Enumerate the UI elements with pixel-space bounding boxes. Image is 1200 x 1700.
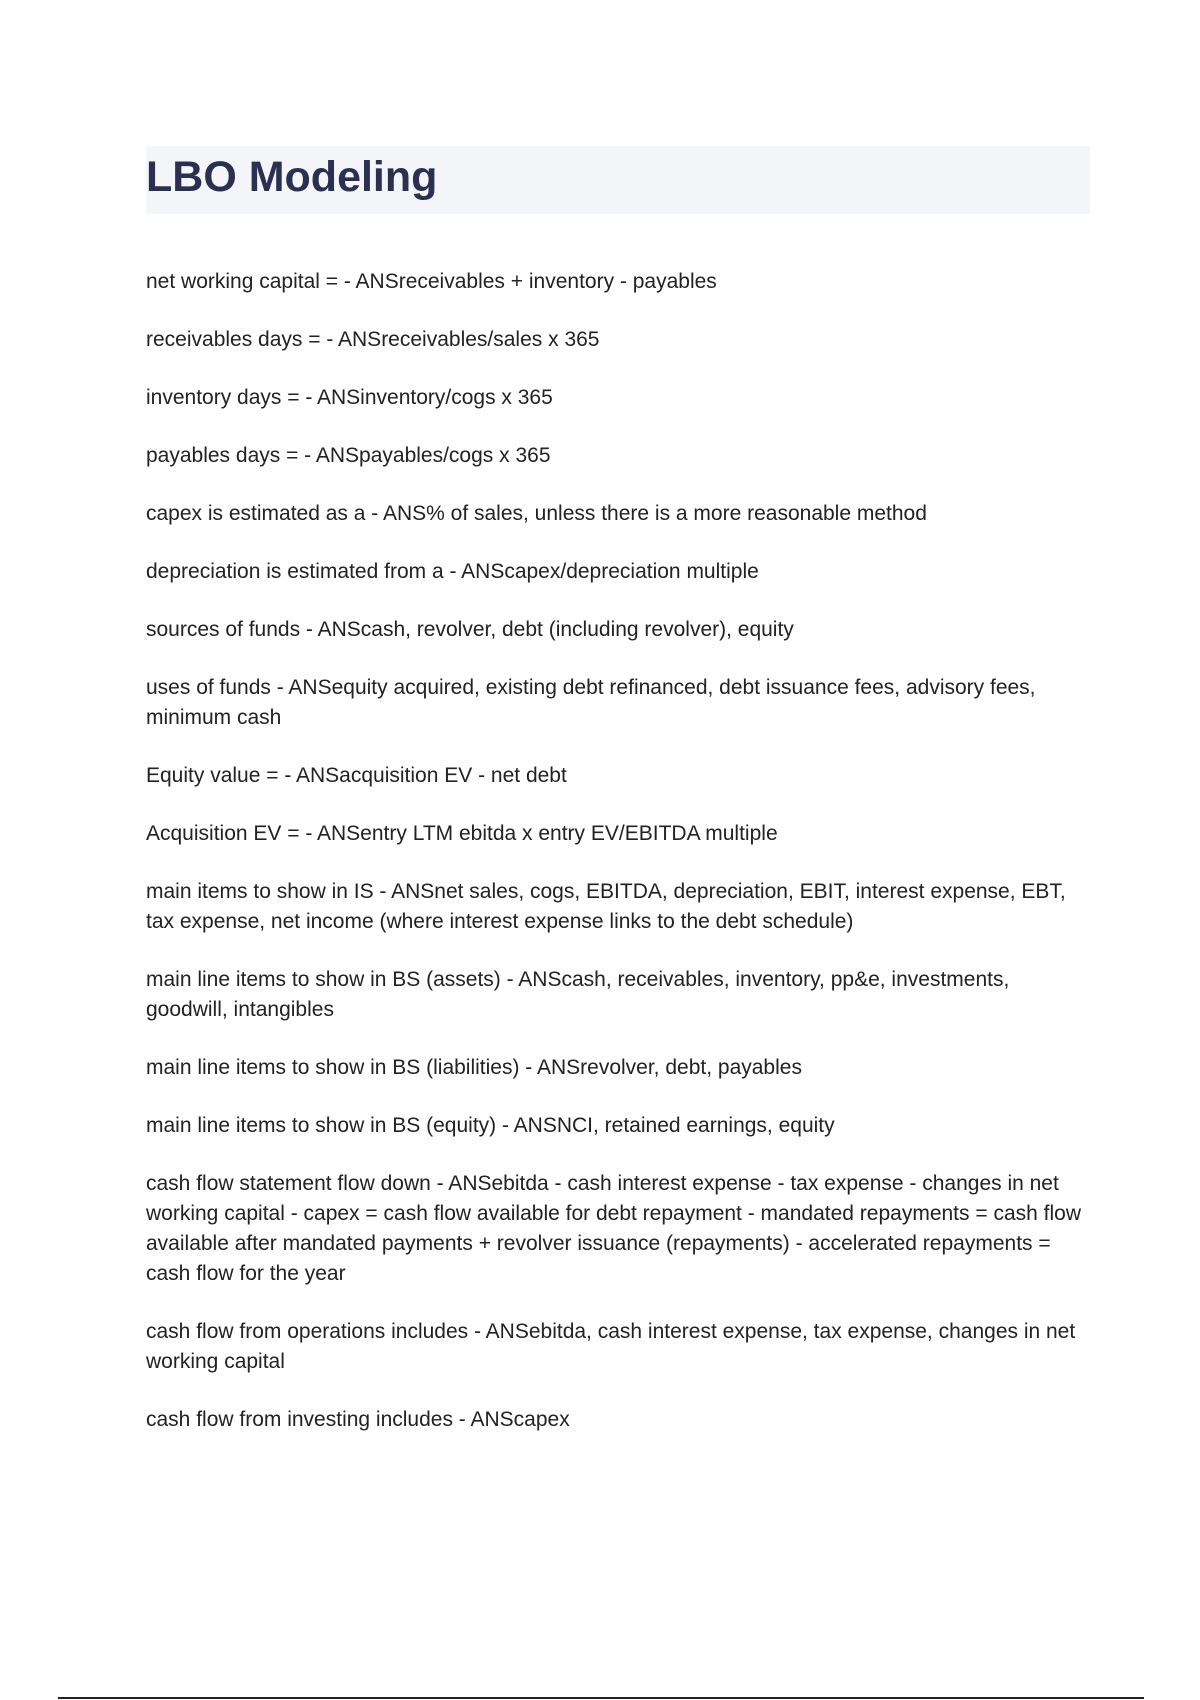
title-band <box>146 146 1090 214</box>
qa-item-payables-days: payables days = - ANSpayables/cogs x 365 <box>146 444 551 467</box>
qa-item-equity-value: Equity value = - ANSacquisition EV - net debt <box>146 764 567 787</box>
footer-rule <box>58 1697 1144 1699</box>
qa-item-acquisition-ev: Acquisition EV = - ANSentry LTM ebitda x entry EV/EBITDA multiple <box>146 822 778 845</box>
qa-item-net-working-capital: net working capital = - ANSreceivables + inventory - payables <box>146 270 717 293</box>
qa-item-sources-of-funds: sources of funds - ANScash, revolver, debt (including revolver), equity <box>146 618 794 641</box>
page-title: LBO Modeling <box>146 153 438 201</box>
qa-item-cash-flow-operations: cash flow from operations includes - ANSebitda, cash interest expense, tax expense, changes in net working capital <box>146 1320 1076 1373</box>
qa-item-cash-flow-statement: cash flow statement flow down - ANSebitda - cash interest expense - tax expense - changes in net working capital - capex = cash flow available for debt repayment - mandated repayments = cash flow available after mandated payments + revolver issuance (repayments) - accelerated repayments = cash flow for the year <box>146 1172 1081 1285</box>
qa-item-inventory-days: inventory days = - ANSinventory/cogs x 365 <box>146 386 553 409</box>
qa-item-is-main-items: main items to show in IS - ANSnet sales, cogs, EBITDA, depreciation, EBIT, interest expense, EBT, tax expense, net income (where interest expense links to the debt schedule) <box>146 880 1066 933</box>
qa-list <box>146 267 1096 1463</box>
qa-item-cash-flow-investing: cash flow from investing includes - ANScapex <box>146 1408 570 1431</box>
qa-item-capex-estimate: capex is estimated as a - ANS% of sales, unless there is a more reasonable method <box>146 502 927 525</box>
qa-item-bs-equity: main line items to show in BS (equity) - ANSNCI, retained earnings, equity <box>146 1114 835 1137</box>
qa-item-depreciation-estimate: depreciation is estimated from a - ANScapex/depreciation multiple <box>146 560 759 583</box>
qa-item-bs-assets: main line items to show in BS (assets) - ANScash, receivables, inventory, pp&e, investments, goodwill, intangibles <box>146 968 1010 1021</box>
qa-item-receivables-days: receivables days = - ANSreceivables/sales x 365 <box>146 328 600 351</box>
qa-item-uses-of-funds: uses of funds - ANSequity acquired, existing debt refinanced, debt issuance fees, advisory fees, minimum cash <box>146 676 1036 729</box>
qa-item-bs-liabilities: main line items to show in BS (liabilities) - ANSrevolver, debt, payables <box>146 1056 802 1079</box>
